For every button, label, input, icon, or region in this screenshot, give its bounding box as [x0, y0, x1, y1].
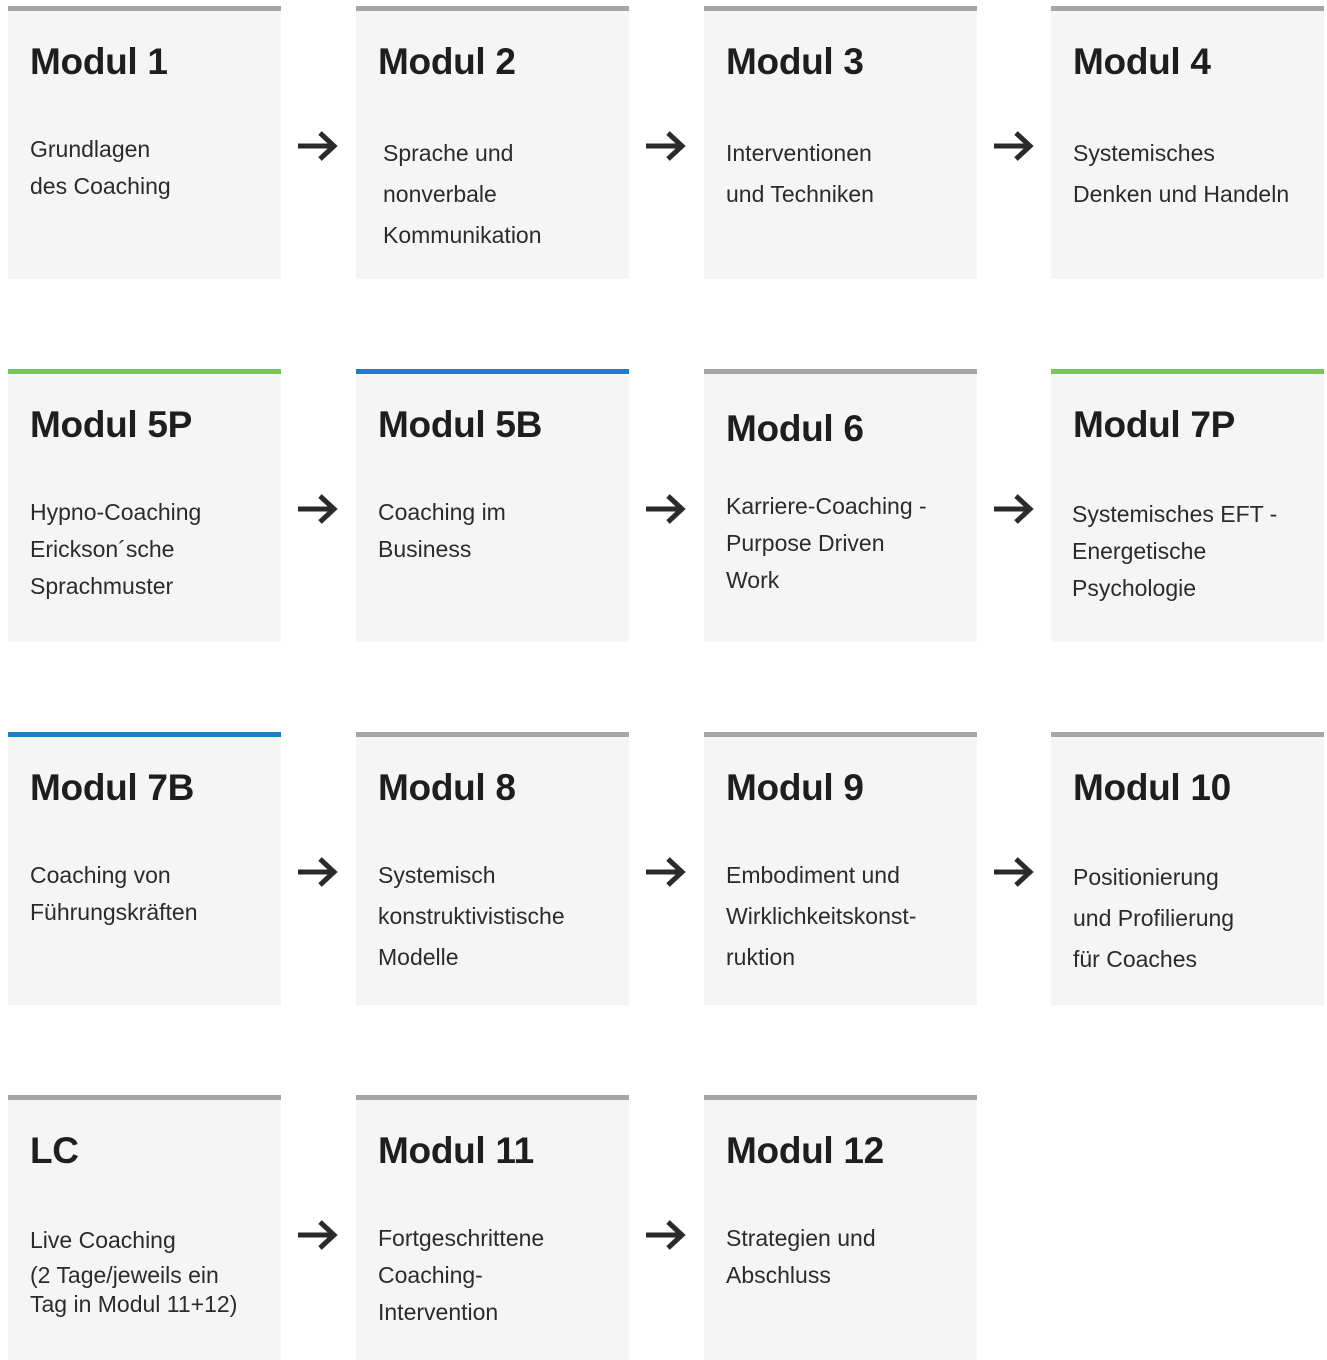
arrow-right-icon [644, 1217, 688, 1253]
module-description-line: Kommunikation [383, 222, 542, 248]
module-description [378, 1220, 615, 1331]
arrow-right-icon [296, 128, 340, 164]
module-description-line: Positionierung [1073, 864, 1219, 890]
arrow-right-icon [992, 128, 1036, 164]
module-card-8 [356, 732, 629, 1005]
module-description-line: Business [378, 536, 472, 562]
module-description-line: Systemisch [378, 862, 496, 888]
module-description-line: konstruktivistische [378, 903, 565, 929]
module-description-line: Work [726, 567, 780, 593]
module-card-5p [8, 369, 281, 642]
module-description-line: Coaching im [378, 499, 506, 525]
arrow-right-icon [992, 854, 1036, 890]
module-title: Modul 12 [726, 1130, 884, 1171]
module-card-10 [1051, 732, 1324, 1005]
module-description-line: Sprache und [383, 140, 514, 166]
module-description-line: Karriere-Coaching - [726, 493, 927, 519]
module-description-line: für Coaches [1073, 946, 1198, 972]
arrow-right-icon [644, 854, 688, 890]
module-description-line: Grundlagen [30, 136, 151, 162]
module-title: Modul 6 [726, 408, 864, 449]
module-description [726, 857, 963, 976]
module-description-line: Wirklichkeitskonst- [726, 903, 917, 929]
module-description-line: Systemisches [1073, 140, 1215, 166]
module-description-line: Tag in Modul 11+12) [30, 1291, 238, 1317]
module-description-line: ruktion [726, 944, 796, 970]
module-description [1073, 133, 1310, 215]
module-description-line: Abschluss [726, 1262, 831, 1288]
module-card-12 [704, 1095, 977, 1360]
module-description [378, 494, 615, 568]
module-description-line: Denken und Handeln [1073, 181, 1290, 207]
module-description-line: Live Coaching [30, 1227, 176, 1253]
module-description-line: des Coaching [30, 173, 171, 199]
module-description [383, 133, 615, 256]
module-description-line: und Profilierung [1073, 905, 1235, 931]
module-card-1 [8, 6, 281, 279]
arrow-right-icon [992, 491, 1036, 527]
module-description-line: Sprachmuster [30, 573, 174, 599]
module-title: Modul 4 [1073, 41, 1211, 82]
module-description-line: Führungskräften [30, 899, 198, 925]
module-description-line: (2 Tage/jeweils ein [30, 1262, 219, 1288]
module-title: Modul 5B [378, 404, 543, 445]
module-title: Modul 9 [726, 767, 864, 808]
module-card-5b [356, 369, 629, 642]
module-description [726, 488, 963, 599]
module-card-4 [1051, 6, 1324, 279]
module-title: LC [30, 1130, 79, 1171]
module-card-11 [356, 1095, 629, 1360]
module-description-line: Hypno-Coaching [30, 499, 202, 525]
module-description-line: Energetische [1072, 538, 1207, 564]
module-description [30, 494, 267, 605]
module-description [1072, 496, 1310, 607]
arrow-right-icon [296, 854, 340, 890]
arrow-right-icon [296, 1217, 340, 1253]
module-description-line: Purpose Driven [726, 530, 885, 556]
module-title: Modul 2 [378, 41, 516, 82]
module-description [726, 1220, 963, 1294]
module-description [378, 857, 615, 976]
module-title: Modul 1 [30, 41, 168, 82]
module-description-line: Coaching von [30, 862, 171, 888]
module-title: Modul 3 [726, 41, 864, 82]
module-description-line: Coaching- [378, 1262, 483, 1288]
module-card-7p [1051, 369, 1324, 642]
arrow-right-icon [296, 491, 340, 527]
module-title: Modul 7P [1073, 404, 1236, 445]
arrow-right-icon [644, 128, 688, 164]
module-description-line: nonverbale [383, 181, 497, 207]
module-card-lc [8, 1095, 281, 1360]
module-description-line: Embodiment und [726, 862, 900, 888]
module-description [30, 1220, 267, 1318]
module-description [30, 131, 267, 205]
module-title: Modul 10 [1073, 767, 1231, 808]
module-description [726, 133, 963, 215]
arrow-right-icon [644, 491, 688, 527]
module-card-2 [356, 6, 629, 279]
module-description [1073, 857, 1310, 980]
module-card-7b [8, 732, 281, 1005]
module-title: Modul 8 [378, 767, 516, 808]
module-card-6 [704, 369, 977, 642]
module-title: Modul 5P [30, 404, 193, 445]
module-description-line: Strategien und [726, 1225, 876, 1251]
module-description-line: Modelle [378, 944, 459, 970]
module-title: Modul 11 [378, 1130, 534, 1171]
module-title: Modul 7B [30, 767, 195, 808]
module-description-line: Erickson´sche [30, 536, 175, 562]
module-card-9 [704, 732, 977, 1005]
module-description-line: Psychologie [1072, 575, 1197, 601]
module-description-line: und Techniken [726, 181, 874, 207]
module-card-3 [704, 6, 977, 279]
module-description-line: Systemisches EFT - [1072, 501, 1278, 527]
module-description-line: Fortgeschrittene [378, 1225, 545, 1251]
module-description-line: Interventionen [726, 140, 872, 166]
module-description [30, 857, 267, 931]
module-description-line: Intervention [378, 1299, 499, 1325]
